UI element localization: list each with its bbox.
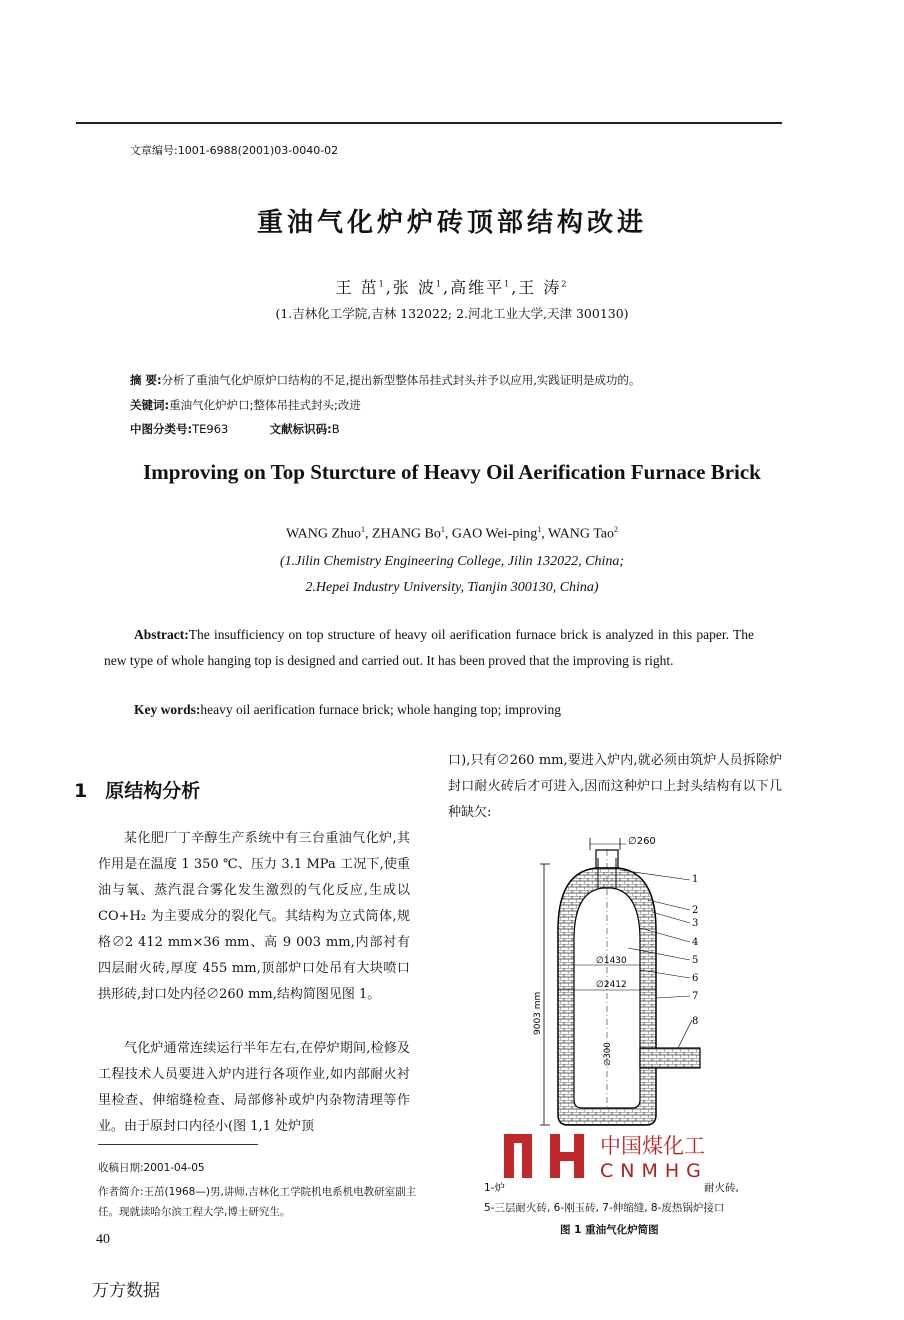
figure-caption: 图 1 重油气化炉简图 xyxy=(560,1224,659,1236)
figure-legend-line2: 5-三层耐火砖, 6-刚玉砖, 7-伸缩缝, 8-废热锅炉接口 xyxy=(484,1202,725,1214)
callout-8: 8 xyxy=(692,1016,699,1027)
dim-nozzle-label: ∅300 xyxy=(603,1042,613,1066)
footnote-received: 收稿日期:2001-04-05 xyxy=(98,1162,205,1174)
callout-3: 3 xyxy=(692,918,699,929)
title-chinese: 重油气化炉炉砖顶部结构改进 xyxy=(256,208,647,238)
callout-7: 7 xyxy=(692,991,699,1002)
footnote-rule xyxy=(98,1144,258,1145)
affiliation-english-line1: (1.Jilin Chemistry Engineering College, Jilin 132022, China; xyxy=(279,554,625,569)
authors-english: WANG Zhuo$^1$, ZHANG Bo$^1$, GAO Wei-ping$^1$, WANG Tao$^2$ xyxy=(286,525,618,542)
page-number: 40 xyxy=(96,1232,110,1247)
section1-paragraph2: 气化炉通常连续运行半年左右,在停炉期间,检修及工程技术人员要进入炉内进行各项作业,如内部耐火衬里检查、伸缩缝检查、局部修补或炉内杂物清理等作业。由于原封口内径小(图 1,1 处炉顶 xyxy=(98,1041,410,1134)
callout-4: 4 xyxy=(692,937,699,948)
keywords-chinese: 关键词:重油气化炉炉口;整体吊挂式封头;改进 xyxy=(130,398,361,412)
authors-chinese: 王 茁$^1$,张 波$^1$,高维平$^1$,王 涛$^2$ xyxy=(335,278,569,297)
callout-5: 5 xyxy=(692,955,699,966)
article-number: 文章编号:1001-6988(2001)03-0040-02 xyxy=(130,144,339,157)
section1-paragraph3: 口),只有∅260 mm,要进入炉内,就必须由筑炉人员拆除炉封口耐火砖后才可进入,因而这种炉口上封头结构有以下几种缺欠: xyxy=(448,753,782,820)
dim-inner-label: ∅1430 xyxy=(596,956,627,966)
dim-outer-label: ∅2412 xyxy=(596,980,627,990)
keywords-english: Key words:heavy oil aerification furnace brick; whole hanging top; improving xyxy=(134,702,562,717)
top-rule xyxy=(76,122,782,124)
dim-height-label: 9003 mm xyxy=(533,991,543,1035)
section1-paragraph1: 某化肥厂丁辛醇生产系统中有三台重油气化炉,其作用是在温度 1 350 ℃、压力 3.1 MPa 工况下,使重油与氧、蒸汽混合雾化发生激烈的气化反应,生成以 CO+H₂ 为主要成分的裂化气。其结构为立式筒体,规格∅2 412 mm×36 mm、高 9 003 mm,内部衬有四层耐火砖,厚度 455 mm,顶部炉口处吊有大块喷口拱形砖,封口处内径∅260 mm,结构简图见图 1。 xyxy=(98,831,410,1002)
abstract-english: Abstract:The insufficiency on top structure of heavy oil aerification furnace brick is analyzed in this paper. The new type of whole hanging top is designed and carried out. It has been proved that the improving is right. xyxy=(104,627,754,668)
watermark-logo-icon xyxy=(500,1130,594,1182)
watermark-text-cn: 中国煤化工 xyxy=(600,1134,705,1158)
affiliation-chinese: (1.吉林化工学院,吉林 132022; 2.河北工业大学,天津 300130) xyxy=(275,306,629,321)
footnote-author-bio: 作者简介:王茁(1968—)男,讲师,吉林化工学院机电系机电教研室副主任。现就读哈尔滨工程大学,博士研究生。 xyxy=(98,1186,417,1218)
callout-6: 6 xyxy=(692,973,699,984)
figure-legend-line1-end: 耐火砖, xyxy=(704,1182,739,1194)
figure-legend-line1-start: 1-炉 xyxy=(484,1182,505,1194)
title-english: Improving on Top Sturcture of Heavy Oil Aerification Furnace Brick xyxy=(143,460,761,484)
furnace-diagram xyxy=(528,830,738,1130)
affiliation-english-line2: 2.Hepei Industry University, Tianjin 300130, China) xyxy=(305,580,599,595)
callout-2: 2 xyxy=(692,905,699,916)
source-label: 万方数据 xyxy=(92,1281,160,1301)
section-heading: 1 原结构分析 xyxy=(74,780,201,802)
classification: 中图分类号:TE963 文献标识码:B xyxy=(130,422,340,436)
dim-top-label: ∅260 xyxy=(628,836,656,847)
watermark-text-en: CNMHG xyxy=(600,1160,708,1182)
abstract-chinese: 摘 要:分析了重油气化炉原炉口结构的不足,提出新型整体吊挂式封头并予以应用,实践证明是成功的。 xyxy=(130,373,641,387)
callout-1: 1 xyxy=(692,874,699,885)
